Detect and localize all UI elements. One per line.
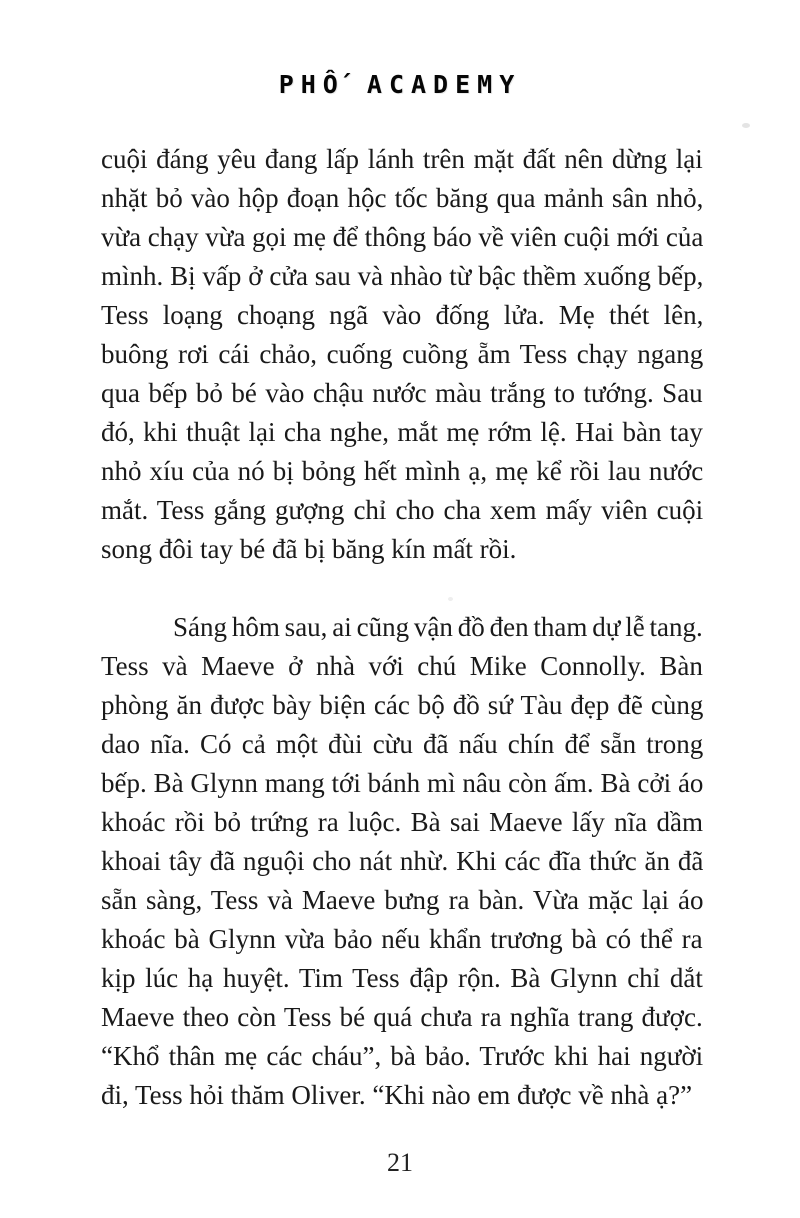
paragraph bbox=[101, 140, 703, 569]
text-line: kịp lúc hạ huyệt. Tim Tess đập rộn. Bà Glynn chỉ dắt bbox=[101, 963, 703, 993]
text-line: phòng ăn được bày biện các bộ đồ sứ Tàu đẹp đẽ cùng bbox=[101, 690, 704, 720]
paragraph-spacer bbox=[101, 569, 703, 608]
text-line: sẵn sàng, Tess và Maeve bưng ra bàn. Vừa mặc lại áo bbox=[101, 885, 704, 915]
text-line: bếp. Bà Glynn mang tới bánh mì nâu còn ấm. Bà cởi áo bbox=[101, 768, 704, 798]
page-number: 21 bbox=[387, 1148, 413, 1177]
text-line: Sáng hôm sau, ai cũng vận đồ đen tham dự lễ tang. bbox=[173, 612, 703, 642]
text-line: mắt. Tess gắng gượng chỉ cho cha xem mấy viên cuội bbox=[101, 495, 704, 525]
text-line: mình. Bị vấp ở cửa sau và nhào từ bậc thềm xuống bếp, bbox=[101, 261, 704, 291]
text-line: buông rơi cái chảo, cuống cuồng ẵm Tess chạy ngang bbox=[101, 339, 704, 369]
text-line: đi, Tess hỏi thăm Oliver. “Khi nào em được về nhà ạ?” bbox=[101, 1080, 693, 1110]
text-line: “Khổ thân mẹ các cháu”, bà bảo. Trước khi hai người bbox=[101, 1041, 704, 1071]
text-line: cuội đáng yêu đang lấp lánh trên mặt đất nên dừng lại bbox=[101, 144, 703, 174]
text-line: song đôi tay bé đã bị băng kín mất rồi. bbox=[101, 534, 517, 564]
text-line: nhỏ xíu của nó bị bỏng hết mình ạ, mẹ kể rồi lau nước bbox=[101, 456, 704, 486]
running-header-title: PHỐ ACADEMY bbox=[278, 70, 522, 99]
text-line: Tess và Maeve ở nhà với chú Mike Connolly. Bàn bbox=[101, 651, 703, 681]
text-line: nhặt bỏ vào hộp đoạn hộc tốc băng qua mảnh sân nhỏ, bbox=[101, 183, 704, 213]
text-line: Tess loạng choạng ngã vào đống lửa. Mẹ thét lên, bbox=[101, 300, 704, 330]
body-text bbox=[101, 140, 703, 1115]
text-line: qua bếp bỏ bé vào chậu nước màu trắng to tướng. Sau bbox=[101, 378, 703, 408]
paragraph bbox=[101, 608, 703, 1115]
text-line: khoác bà Glynn vừa bảo nếu khẩn trương bà có thể ra bbox=[101, 924, 703, 954]
text-line: vừa chạy vừa gọi mẹ để thông báo về viên cuội mới của bbox=[101, 222, 704, 252]
text-line: Maeve theo còn Tess bé quá chưa ra nghĩa trang được. bbox=[101, 1002, 703, 1032]
text-line: khoai tây đã nguội cho nát nhừ. Khi các đĩa thức ăn đã bbox=[101, 846, 704, 876]
text-line: khoác rồi bỏ trứng ra luộc. Bà sai Maeve lấy nĩa dầm bbox=[101, 807, 703, 837]
text-line: đó, khi thuật lại cha nghe, mắt mẹ rớm lệ. Hai bàn tay bbox=[101, 417, 703, 447]
scan-speck bbox=[742, 123, 750, 128]
text-line: dao nĩa. Có cả một đùi cừu đã nấu chín để sẵn trong bbox=[101, 729, 704, 759]
